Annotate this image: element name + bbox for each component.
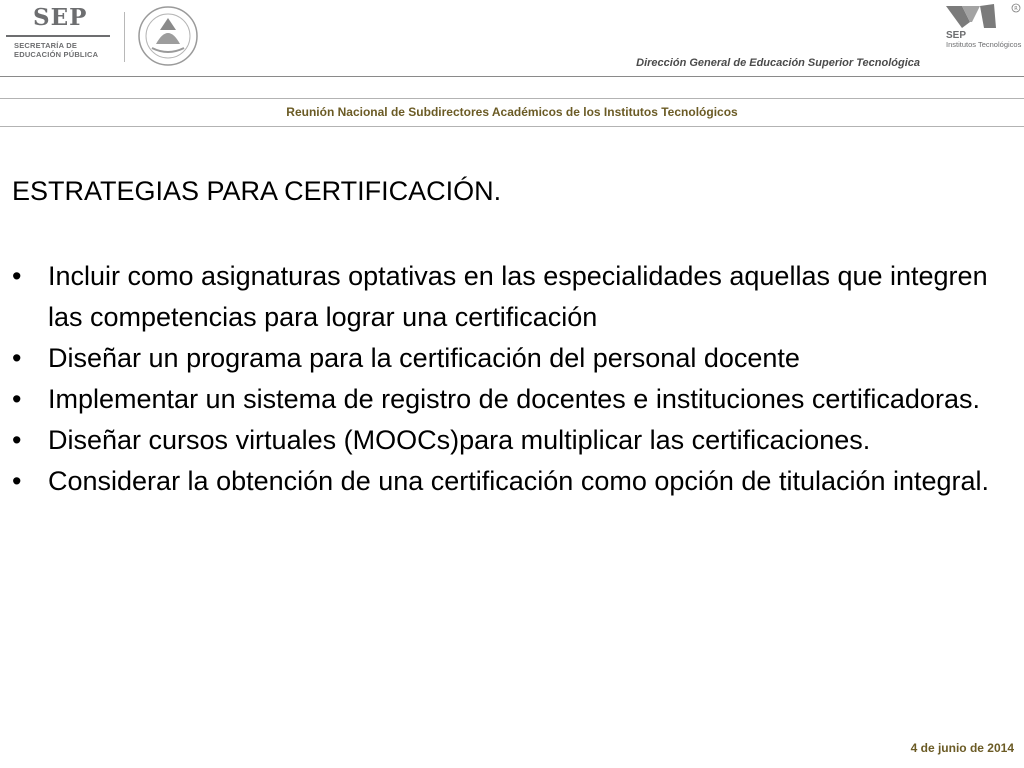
bullet-icon: •	[12, 384, 22, 414]
tecnm-logo-subtitle: Institutos Tecnológicos	[946, 40, 1022, 49]
list-item-text: Diseñar un programa para la certificación del personal docente	[48, 343, 800, 373]
bullet-icon: •	[12, 466, 22, 496]
logo-divider	[124, 12, 125, 62]
header-rule-top	[0, 76, 1024, 77]
strategy-list	[6, 256, 1006, 502]
header-rule-mid	[0, 98, 1024, 99]
bullet-icon: •	[12, 261, 22, 291]
sep-logo-line1: SECRETARÍA DE	[14, 41, 78, 50]
list-item	[6, 461, 1006, 502]
tecnm-logo-sep: SEP	[946, 30, 967, 41]
slide-heading: ESTRATEGIAS PARA CERTIFICACIÓN.	[12, 176, 502, 206]
list-item-text: Diseñar cursos virtuales (MOOCs)para multiplicar las certificaciones.	[48, 425, 871, 455]
list-item-text: Incluir como asignaturas optativas en las especialidades aquellas que integren las competencias para lograr una certificación	[48, 261, 988, 332]
meeting-title: Reunión Nacional de Subdirectores Académicos de los Institutos Tecnológicos	[286, 105, 738, 119]
sep-logo-rule	[6, 35, 110, 37]
list-item-text: Implementar un sistema de registro de docentes e instituciones certificadoras.	[48, 384, 980, 414]
direccion-general-title: Dirección General de Educación Superior Tecnológica	[636, 57, 920, 69]
footer-date: 4 de junio de 2014	[910, 741, 1014, 755]
list-item	[6, 379, 1006, 420]
list-item-text: Considerar la obtención de una certificación como opción de titulación integral.	[48, 466, 990, 496]
list-item	[6, 256, 1006, 338]
sep-logo-word: SEP	[33, 4, 88, 31]
sep-logo-line2: EDUCACIÓN PÚBLICA	[14, 50, 99, 59]
national-seal-icon	[134, 4, 202, 68]
bullet-icon: •	[12, 425, 22, 455]
bullet-icon: •	[12, 343, 22, 373]
list-item	[6, 338, 1006, 379]
list-item	[6, 420, 1006, 461]
header-rule-bottom	[0, 126, 1024, 127]
svg-text:R: R	[1014, 6, 1018, 12]
